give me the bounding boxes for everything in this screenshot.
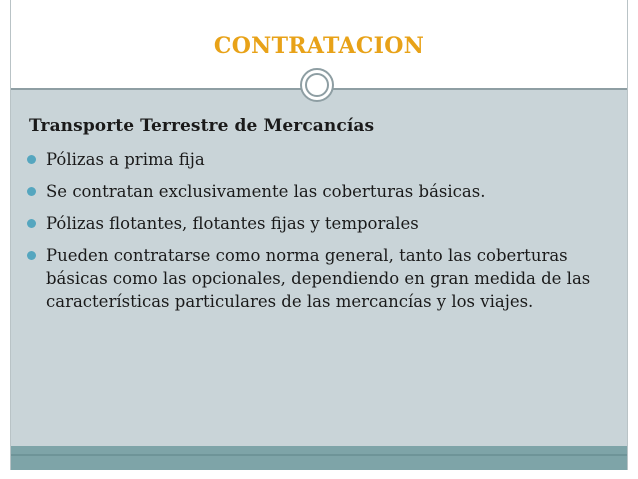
bullet-item — [24, 180, 620, 203]
bullet-dot-icon — [27, 251, 36, 260]
bullet-text: Se contratan exclusivamente las coberturas básicas. — [46, 182, 486, 201]
slide-subtitle: Transporte Terrestre de Mercancías — [29, 116, 375, 136]
bullet-item — [24, 212, 620, 235]
bullet-text: Pólizas a prima fija — [46, 150, 205, 169]
bullet-text: Pólizas flotantes, flotantes fijas y temporales — [46, 214, 419, 233]
bullet-dot-icon — [27, 187, 36, 196]
bullet-dot-icon — [27, 219, 36, 228]
slide-title: CONTRATACION — [213, 33, 425, 59]
bullet-text: Pueden contratarse como norma general, tanto las coberturas básicas como las opcionales, dependiendo en gran medida de las características particulares de las mercancías y los viajes. — [46, 246, 591, 311]
bottom-band-stripe — [11, 454, 627, 456]
bottom-band — [11, 446, 627, 470]
divider-ring-ornament — [300, 68, 334, 102]
bullet-item — [24, 244, 620, 313]
bullet-item — [24, 148, 620, 171]
bullet-list — [24, 148, 620, 322]
divider-ring-inner — [305, 73, 329, 97]
bullet-dot-icon — [27, 155, 36, 164]
